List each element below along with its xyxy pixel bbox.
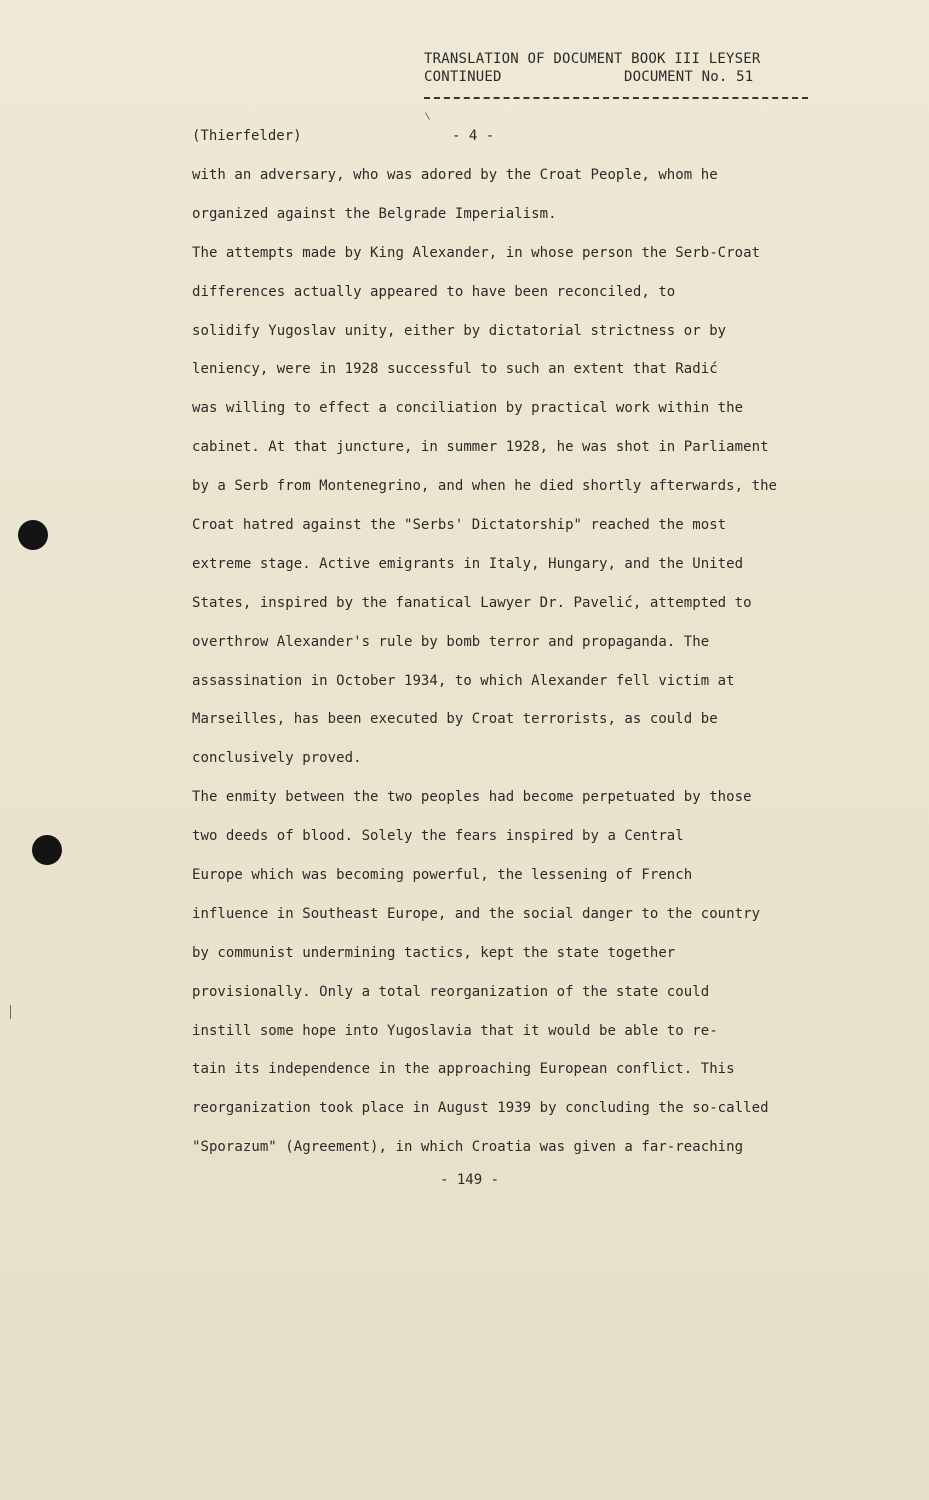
punch-hole: [18, 520, 48, 550]
text-line: assassination in October 1934, to which Alexander fell victim at: [192, 672, 735, 689]
header-subline: [424, 68, 824, 86]
text-line: two deeds of blood. Solely the fears inspired by a Central: [192, 828, 684, 845]
paper-mark: [10, 1005, 11, 1019]
text-line: States, inspired by the fanatical Lawyer Dr. Pavelić, attempted to: [192, 594, 752, 611]
text-line: leniency, were in 1928 successful to such an extent that Radić: [192, 361, 718, 378]
text-line: conclusively proved.: [192, 750, 362, 767]
text-line: solidify Yugoslav unity, either by dictatorial strictness or by: [192, 322, 727, 339]
page-number-footer: - 149 -: [440, 1172, 500, 1188]
text-line: by communist undermining tactics, kept the state together: [192, 944, 676, 961]
text-line: instill some hope into Yugoslavia that it would be able to re-: [192, 1022, 718, 1039]
text-line: overthrow Alexander's rule by bomb terror and propaganda. The: [192, 633, 710, 650]
text-line: Europe which was becoming powerful, the lessening of French: [192, 867, 693, 884]
header-document-number: DOCUMENT No. 51: [624, 69, 754, 85]
text-line: with an adversary, who was adored by the Croat People, whom he: [192, 167, 718, 183]
text-line: tain its independence in the approaching European conflict. This: [192, 1061, 735, 1078]
text-line: by a Serb from Montenegrino, and when he died shortly afterwards, the: [192, 478, 778, 495]
text-line: Marseilles, has been executed by Croat terrorists, as could be: [192, 711, 718, 728]
text-line: organized against the Belgrade Imperialism.: [192, 205, 557, 222]
text-line: cabinet. At that juncture, in summer 1928, he was shot in Parliament: [192, 439, 769, 456]
text-line: "Sporazum" (Agreement), in which Croatia was given a far-reaching: [192, 1139, 744, 1156]
text-line: was willing to effect a conciliation by practical work within the: [192, 400, 744, 417]
header-continued: CONTINUED: [424, 69, 502, 85]
page-number-top: - 4 -: [452, 128, 495, 144]
header-title: TRANSLATION OF DOCUMENT BOOK III LEYSER: [424, 51, 761, 67]
text-line: provisionally. Only a total reorganization of the state could: [192, 983, 710, 1000]
body-text: [192, 164, 872, 1175]
text-line: influence in Southeast Europe, and the social danger to the country: [192, 905, 761, 922]
paper-mark: [425, 112, 430, 119]
document-header: [424, 50, 824, 86]
punch-hole: [32, 835, 62, 865]
author-name: (Thierfelder): [192, 128, 302, 144]
header-rule: [424, 97, 808, 99]
text-line: differences actually appeared to have been reconciled, to: [192, 283, 676, 300]
text-line: reorganization took place in August 1939 by concluding the so-called: [192, 1100, 769, 1117]
text-line: extreme stage. Active emigrants in Italy, Hungary, and the United: [192, 555, 744, 572]
text-line: The attempts made by King Alexander, in whose person the Serb-Croat: [192, 244, 761, 261]
text-line: Croat hatred against the "Serbs' Dictatorship" reached the most: [192, 517, 727, 534]
text-line: The enmity between the two peoples had become perpetuated by those: [192, 789, 752, 806]
